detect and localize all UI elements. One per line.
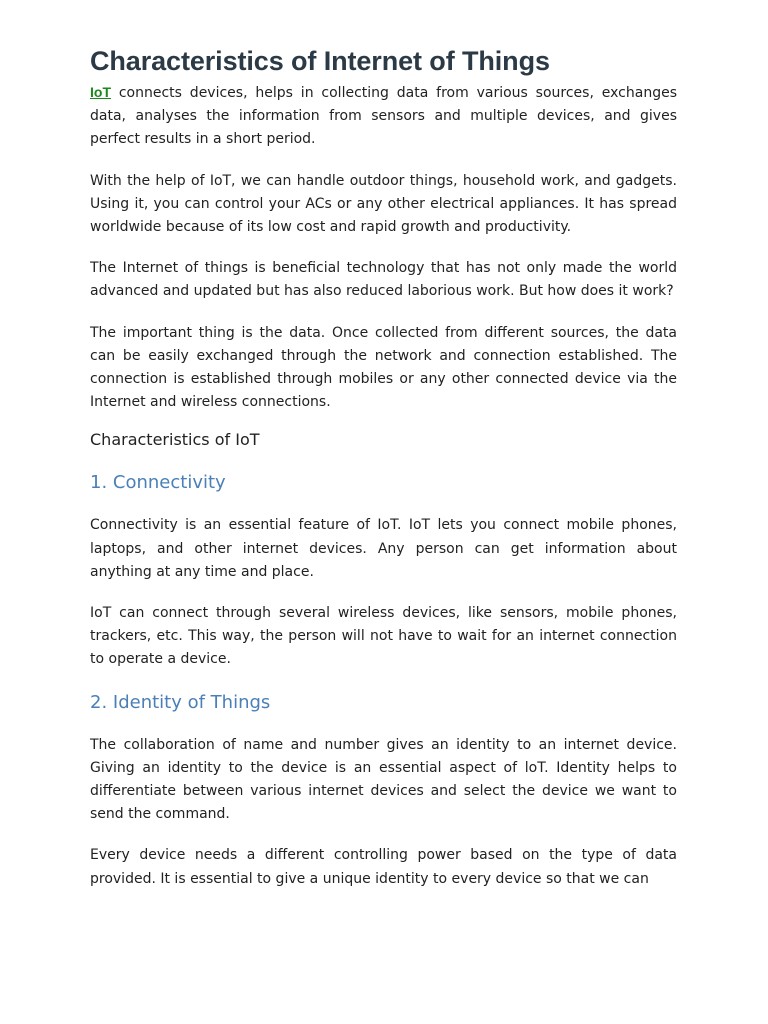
paragraph: IoT can connect through several wireless devices, like sensors, mobile phones, trackers, etc. This way, the person will not have to wait for an internet connection to operate a device.: [90, 605, 677, 668]
iot-link[interactable]: IoT: [90, 84, 111, 100]
page-title: Characteristics of Internet of Things: [90, 46, 550, 76]
section-heading-identity: 2. Identity of Things: [90, 691, 271, 713]
paragraph: The collaboration of name and number gives an identity to an internet device. Giving an identity to the device is an essential aspect of loT. Identity helps to differentiate between various internet devices and select the device we want to send the command.: [90, 736, 677, 823]
paragraph: The Internet of things is beneficial technology that has not only made the world advanced and updated but has also reduced laborious work. But how does it work?: [90, 260, 677, 300]
section-heading-connectivity: 1. Connectivity: [90, 472, 226, 494]
paragraph: The important thing is the data. Once collected from different sources, the data can be easily exchanged through the network and connection established. The connection is established through mobiles or any other connected device via the Internet and wireless connections.: [90, 324, 677, 411]
intro-text: connects devices, helps in collecting data from various sources, exchanges data, analyses the information from sensors and multiple devices, and gives perfect results in a short period.: [90, 85, 677, 148]
paragraph: With the help of IoT, we can handle outdoor things, household work, and gadgets. Using it, you can control your ACs or any other electrical appliances. It has spread worldwide because of its low cost and rapid growth and productivity.: [90, 172, 677, 236]
paragraph: Connectivity is an essential feature of IoT. IoT lets you connect mobile phones, laptops, and other internet devices. Any person can get information about anything at any time and place.: [90, 517, 677, 580]
article: [90, 44, 677, 891]
paragraph: Every device needs a different controlling power based on the type of data provided. It is essential to give a unique identity to every device so that we can: [90, 847, 677, 887]
subheading-characteristics: Characteristics of IoT: [90, 430, 260, 450]
intro-paragraph: [90, 81, 677, 152]
